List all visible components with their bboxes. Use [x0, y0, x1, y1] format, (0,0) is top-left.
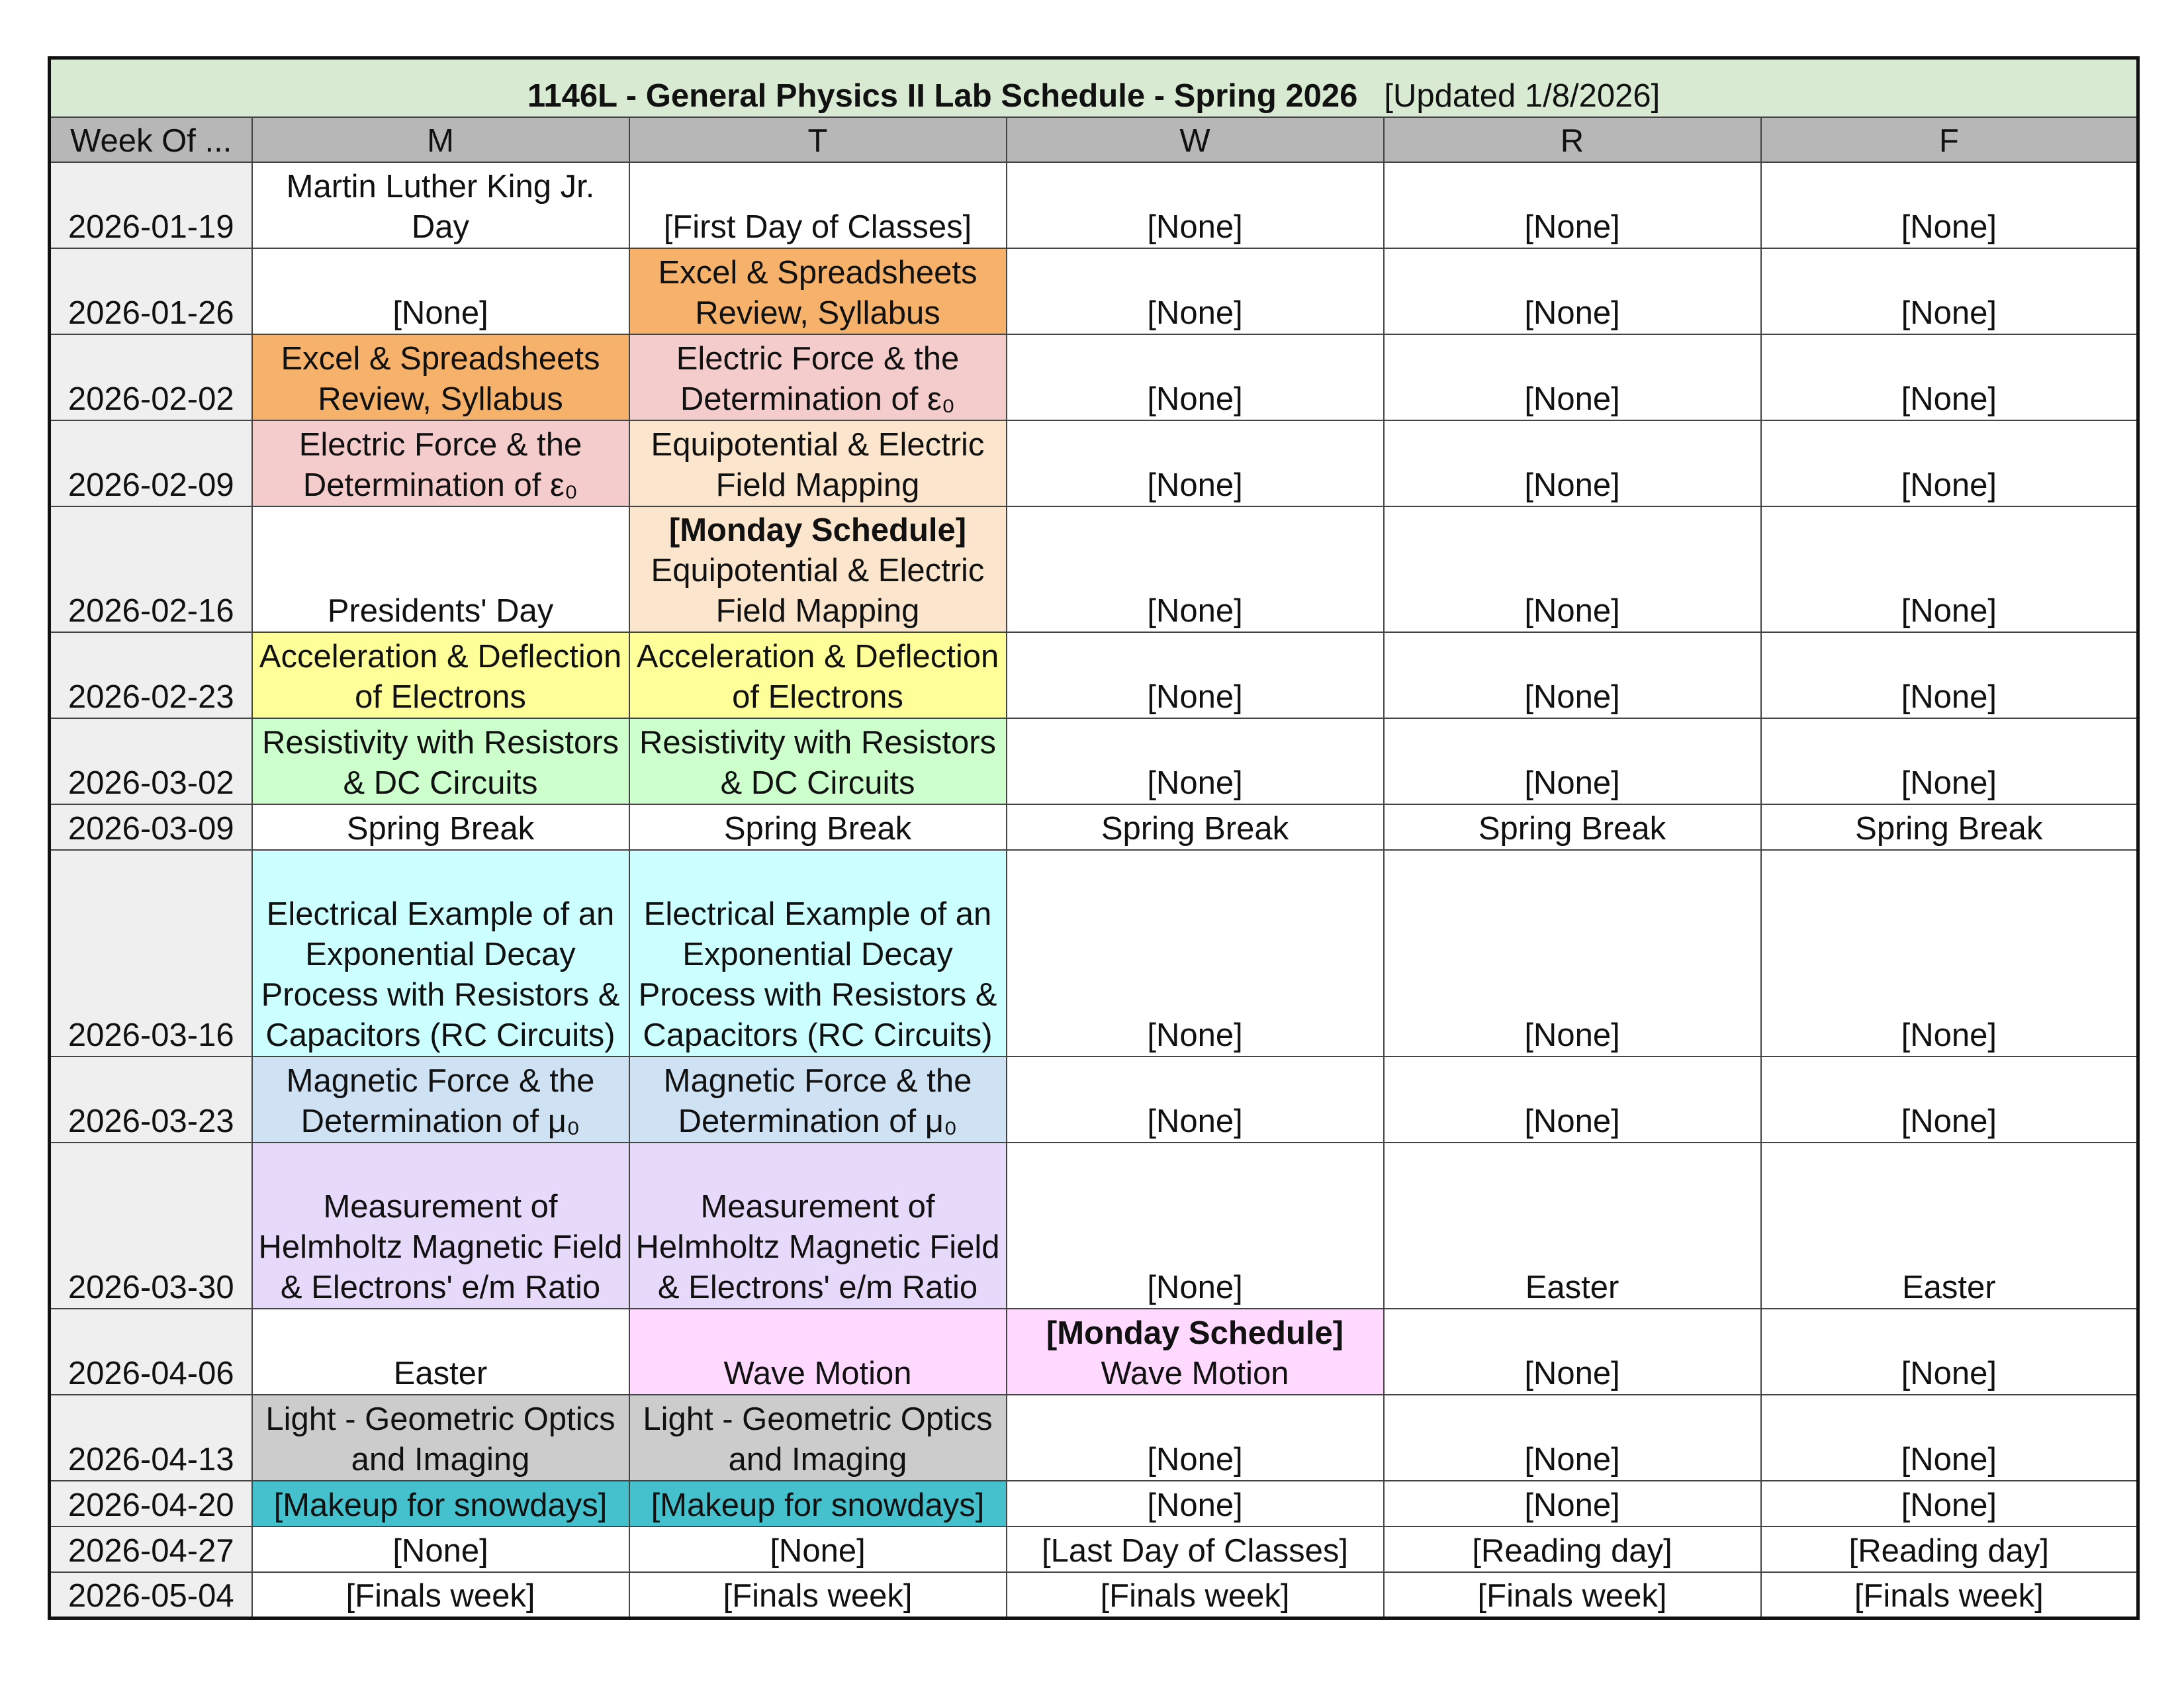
- schedule-cell-tuesday: Electrical Example of an Exponential Decay Process with Resistors & Capacitors (RC Circuits): [629, 850, 1007, 1056]
- table-row: [50, 420, 2138, 506]
- header-row: [50, 117, 2138, 162]
- schedule-cell-thursday: [None]: [1384, 850, 1761, 1056]
- schedule-cell-wednesday: [None]: [1007, 506, 1384, 632]
- schedule-cell-monday: Martin Luther King Jr. Day: [252, 162, 629, 248]
- schedule-cell-tuesday: Resistivity with Resistors & DC Circuits: [629, 718, 1007, 804]
- week-of-cell: 2026-04-20: [50, 1481, 252, 1526]
- table-row: [50, 1526, 2138, 1572]
- schedule-cell-friday: [None]: [1761, 632, 2138, 718]
- schedule-cell-wednesday: [None]: [1007, 248, 1384, 334]
- week-of-cell: 2026-03-02: [50, 718, 252, 804]
- header-thursday: R: [1384, 117, 1761, 162]
- week-of-cell: 2026-01-19: [50, 162, 252, 248]
- schedule-cell-tuesday: Spring Break: [629, 804, 1007, 850]
- table-row: [50, 632, 2138, 718]
- table-row: [50, 162, 2138, 248]
- schedule-cell-thursday: Spring Break: [1384, 804, 1761, 850]
- schedule-cell-wednesday: [None]: [1007, 718, 1384, 804]
- schedule-cell-tuesday: Wave Motion: [629, 1309, 1007, 1395]
- schedule-cell-thursday: [Reading day]: [1384, 1526, 1761, 1572]
- title-main: 1146L - General Physics II Lab Schedule - Spring 2026: [527, 78, 1358, 114]
- schedule-cell-friday: [None]: [1761, 1395, 2138, 1481]
- schedule-cell-friday: [None]: [1761, 1481, 2138, 1526]
- table-row: [50, 850, 2138, 1056]
- schedule-cell-thursday: [None]: [1384, 162, 1761, 248]
- schedule-cell-wednesday: [None]: [1007, 420, 1384, 506]
- schedule-cell-monday: Electric Force & the Determination of ε₀: [252, 420, 629, 506]
- table-row: [50, 1056, 2138, 1143]
- schedule-cell-thursday: [None]: [1384, 1309, 1761, 1395]
- week-of-cell: 2026-03-16: [50, 850, 252, 1056]
- header-friday: F: [1761, 117, 2138, 162]
- schedule-cell-tuesday: Acceleration & Deflection of Electrons: [629, 632, 1007, 718]
- week-of-cell: 2026-04-27: [50, 1526, 252, 1572]
- week-of-cell: 2026-04-06: [50, 1309, 252, 1395]
- table-row: [50, 506, 2138, 632]
- schedule-cell-monday: Electrical Example of an Exponential Decay Process with Resistors & Capacitors (RC Circuits): [252, 850, 629, 1056]
- schedule-cell-monday: [None]: [252, 1526, 629, 1572]
- schedule-cell-wednesday: [Finals week]: [1007, 1572, 1384, 1618]
- schedule-cell-friday: [None]: [1761, 1309, 2138, 1395]
- schedule-cell-monday: Acceleration & Deflection of Electrons: [252, 632, 629, 718]
- week-of-cell: 2026-02-02: [50, 334, 252, 420]
- schedule-cell-thursday: Easter: [1384, 1143, 1761, 1309]
- week-of-cell: 2026-02-16: [50, 506, 252, 632]
- week-of-cell: 2026-03-23: [50, 1056, 252, 1143]
- schedule-cell-monday: Resistivity with Resistors & DC Circuits: [252, 718, 629, 804]
- schedule-body: [50, 162, 2138, 1618]
- cell-heading: [Monday Schedule]: [668, 512, 967, 548]
- schedule-cell-tuesday: [Makeup for snowdays]: [629, 1481, 1007, 1526]
- schedule-cell-thursday: [None]: [1384, 1056, 1761, 1143]
- schedule-cell-wednesday: [1007, 1309, 1384, 1395]
- schedule-cell-thursday: [None]: [1384, 1395, 1761, 1481]
- schedule-cell-thursday: [None]: [1384, 334, 1761, 420]
- schedule-cell-thursday: [None]: [1384, 506, 1761, 632]
- schedule-cell-wednesday: [Last Day of Classes]: [1007, 1526, 1384, 1572]
- schedule-cell-wednesday: [None]: [1007, 1395, 1384, 1481]
- schedule-cell-wednesday: [None]: [1007, 850, 1384, 1056]
- schedule-cell-monday: Excel & Spreadsheets Review, Syllabus: [252, 334, 629, 420]
- table-row: [50, 248, 2138, 334]
- schedule-cell-wednesday: [None]: [1007, 1143, 1384, 1309]
- schedule-cell-friday: [None]: [1761, 334, 2138, 420]
- schedule-cell-wednesday: [None]: [1007, 162, 1384, 248]
- schedule-cell-thursday: [Finals week]: [1384, 1572, 1761, 1618]
- cell-text: Equipotential & Electric Field Mapping: [651, 553, 985, 629]
- table-row: [50, 804, 2138, 850]
- schedule-cell-tuesday: Equipotential & Electric Field Mapping: [629, 420, 1007, 506]
- schedule-cell-wednesday: Spring Break: [1007, 804, 1384, 850]
- header-week-of: Week Of ...: [50, 117, 252, 162]
- schedule-cell-thursday: [None]: [1384, 718, 1761, 804]
- table-row: [50, 334, 2138, 420]
- schedule-cell-thursday: [None]: [1384, 1481, 1761, 1526]
- cell-text: Wave Motion: [1101, 1356, 1289, 1391]
- schedule-cell-tuesday: Measurement of Helmholtz Magnetic Field & Electrons' e/m Ratio: [629, 1143, 1007, 1309]
- header-monday: M: [252, 117, 629, 162]
- schedule-cell-monday: Presidents' Day: [252, 506, 629, 632]
- schedule-cell-tuesday: Excel & Spreadsheets Review, Syllabus: [629, 248, 1007, 334]
- schedule-cell-monday: Measurement of Helmholtz Magnetic Field & Electrons' e/m Ratio: [252, 1143, 629, 1309]
- table-row: [50, 1395, 2138, 1481]
- schedule-cell-friday: [Finals week]: [1761, 1572, 2138, 1618]
- schedule-cell-friday: Spring Break: [1761, 804, 2138, 850]
- schedule-cell-friday: [None]: [1761, 850, 2138, 1056]
- schedule-cell-wednesday: [None]: [1007, 334, 1384, 420]
- schedule-cell-thursday: [None]: [1384, 420, 1761, 506]
- table-row: [50, 1309, 2138, 1395]
- schedule-cell-friday: [None]: [1761, 248, 2138, 334]
- schedule-cell-friday: [Reading day]: [1761, 1526, 2138, 1572]
- schedule-cell-monday: [Finals week]: [252, 1572, 629, 1618]
- table-row: [50, 1143, 2138, 1309]
- schedule-cell-tuesday: [629, 506, 1007, 632]
- week-of-cell: 2026-03-30: [50, 1143, 252, 1309]
- table-row: [50, 1572, 2138, 1618]
- schedule-cell-friday: Easter: [1761, 1143, 2138, 1309]
- week-of-cell: 2026-03-09: [50, 804, 252, 850]
- week-of-cell: 2026-01-26: [50, 248, 252, 334]
- table-row: [50, 1481, 2138, 1526]
- table-row: [50, 718, 2138, 804]
- schedule-cell-monday: Light - Geometric Optics and Imaging: [252, 1395, 629, 1481]
- schedule-cell-tuesday: Magnetic Force & the Determination of μ₀: [629, 1056, 1007, 1143]
- page-title: [50, 58, 2138, 118]
- week-of-cell: 2026-05-04: [50, 1572, 252, 1618]
- schedule-cell-tuesday: Light - Geometric Optics and Imaging: [629, 1395, 1007, 1481]
- lab-schedule-table: [48, 56, 2140, 1620]
- header-tuesday: T: [629, 117, 1007, 162]
- schedule-cell-monday: Easter: [252, 1309, 629, 1395]
- schedule-cell-friday: [None]: [1761, 162, 2138, 248]
- schedule-cell-monday: Magnetic Force & the Determination of μ₀: [252, 1056, 629, 1143]
- header-wednesday: W: [1007, 117, 1384, 162]
- schedule-cell-monday: Spring Break: [252, 804, 629, 850]
- schedule-cell-monday: [Makeup for snowdays]: [252, 1481, 629, 1526]
- schedule-cell-wednesday: [None]: [1007, 1056, 1384, 1143]
- title-row: [50, 58, 2138, 118]
- schedule-cell-wednesday: [None]: [1007, 1481, 1384, 1526]
- schedule-cell-friday: [None]: [1761, 718, 2138, 804]
- schedule-cell-thursday: [None]: [1384, 248, 1761, 334]
- schedule-cell-friday: [None]: [1761, 420, 2138, 506]
- schedule-cell-friday: [None]: [1761, 1056, 2138, 1143]
- schedule-cell-tuesday: Electric Force & the Determination of ε₀: [629, 334, 1007, 420]
- schedule-cell-tuesday: [None]: [629, 1526, 1007, 1572]
- week-of-cell: 2026-02-09: [50, 420, 252, 506]
- schedule-cell-wednesday: [None]: [1007, 632, 1384, 718]
- schedule-cell-tuesday: [Finals week]: [629, 1572, 1007, 1618]
- title-updated: [Updated 1/8/2026]: [1384, 78, 1661, 114]
- schedule-cell-thursday: [None]: [1384, 632, 1761, 718]
- week-of-cell: 2026-02-23: [50, 632, 252, 718]
- week-of-cell: 2026-04-13: [50, 1395, 252, 1481]
- cell-heading: [Monday Schedule]: [1046, 1315, 1344, 1351]
- schedule-cell-tuesday: [First Day of Classes]: [629, 162, 1007, 248]
- schedule-cell-friday: [None]: [1761, 506, 2138, 632]
- schedule-cell-monday: [None]: [252, 248, 629, 334]
